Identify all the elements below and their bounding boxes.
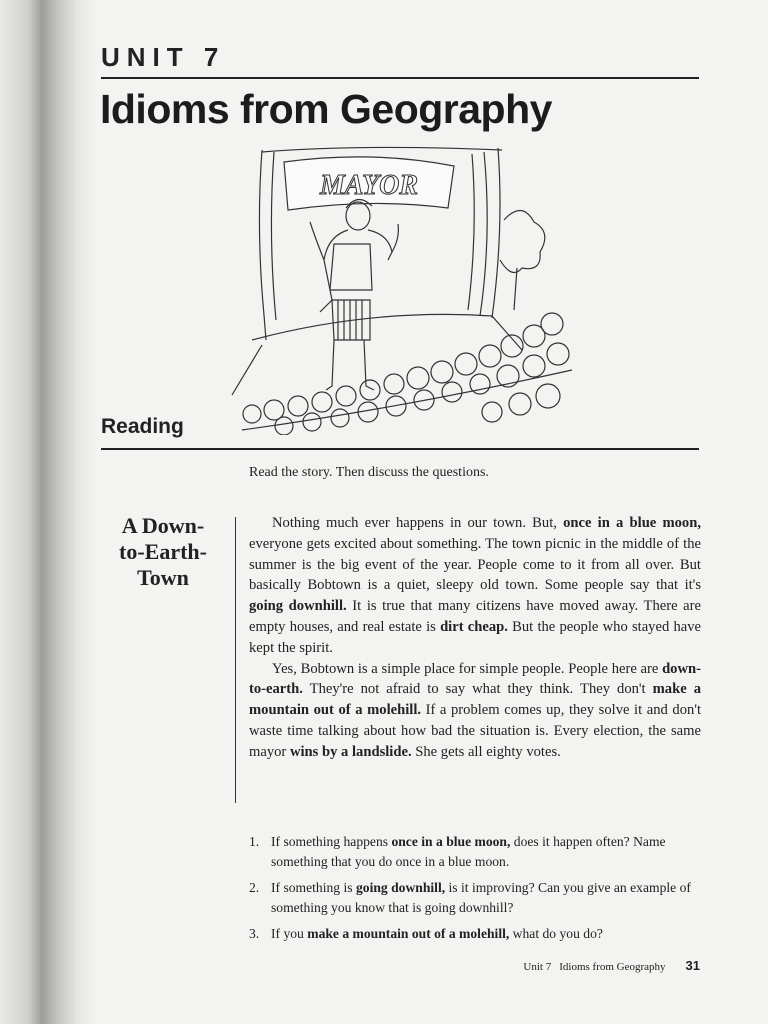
story-title-line: Town — [137, 565, 189, 590]
footer-unit: Unit 7 — [523, 961, 552, 973]
question-number: 3. — [249, 926, 260, 941]
idiom-highlight: dirt cheap. — [440, 618, 508, 635]
story-title — [101, 513, 225, 591]
section-rule — [101, 448, 699, 450]
text-run: If a problem comes up, they solve it and don't waste time talking about how bad the situation is. Every election, the same mayor — [249, 702, 701, 760]
text-run: If something is — [271, 880, 356, 895]
text-run: It is true that many citizens have moved away. There are empty houses, and real estate is — [249, 598, 701, 635]
reading-instructions: Read the story. Then discuss the questions. — [249, 465, 489, 480]
idiom-highlight: make a mountain out of a molehill. — [249, 681, 701, 719]
text-run: Yes, Bobtown is a simple place for simple people. People here are — [272, 660, 663, 677]
text-run: If you — [271, 926, 308, 941]
story-title-line: to-Earth- — [119, 539, 207, 564]
story-text — [249, 513, 701, 763]
story-title-line: A Down- — [121, 513, 205, 538]
text-run: what do you do? — [509, 926, 603, 941]
question-number: 2. — [249, 880, 260, 895]
text-run: Nothing much ever happens in our town. But, — [272, 515, 564, 531]
section-heading-reading: Reading — [101, 415, 184, 438]
page-number: 31 — [685, 958, 700, 973]
book-spine-shadow — [0, 0, 95, 1024]
idiom-highlight: down-to-earth. — [249, 660, 701, 698]
idiom-highlight: wins by a landslide. — [289, 743, 412, 760]
text-run: is it improving? Can you give an example of something you know that is going downhill? — [271, 880, 691, 915]
discussion-questions — [249, 832, 701, 951]
mayor-speech-illustration — [222, 140, 582, 435]
question-item — [249, 832, 701, 871]
text-run: does it happen often? Name something that you do once in a blue moon. — [271, 834, 666, 869]
text-run: They're not afraid to say what they think. They don't — [302, 681, 653, 698]
text-run: everyone gets excited about something. The town picnic in the middle of the summer is the big event of the year. People come to it from all over. But basically Bobtown is a quiet, sleepy old town. Some people say that it's — [249, 535, 701, 594]
page-title: Idioms from Geography — [100, 86, 552, 132]
idiom-highlight: make a mountain out of a molehill, — [307, 926, 510, 941]
story-paragraph — [249, 659, 701, 763]
question-item — [249, 878, 701, 917]
idiom-highlight: going downhill. — [249, 598, 347, 615]
question-item — [249, 924, 701, 944]
question-number: 1. — [249, 834, 260, 849]
banner-text: MAYOR — [319, 170, 419, 201]
text-run: But the people who stayed have kept the spirit. — [249, 618, 702, 656]
unit-label: UNIT 7 — [101, 42, 226, 72]
story-paragraph — [249, 513, 701, 659]
text-run: If something happens — [271, 834, 392, 849]
text-run: She gets all eighty votes. — [411, 743, 561, 760]
idiom-highlight: going downhill, — [355, 880, 446, 895]
idiom-highlight: once in a blue moon, — [563, 515, 701, 531]
footer-chapter: Idioms from Geography — [559, 961, 666, 973]
story-divider — [235, 517, 236, 803]
top-rule — [101, 77, 699, 79]
idiom-highlight: once in a blue moon, — [391, 834, 511, 849]
page-footer — [523, 958, 700, 973]
